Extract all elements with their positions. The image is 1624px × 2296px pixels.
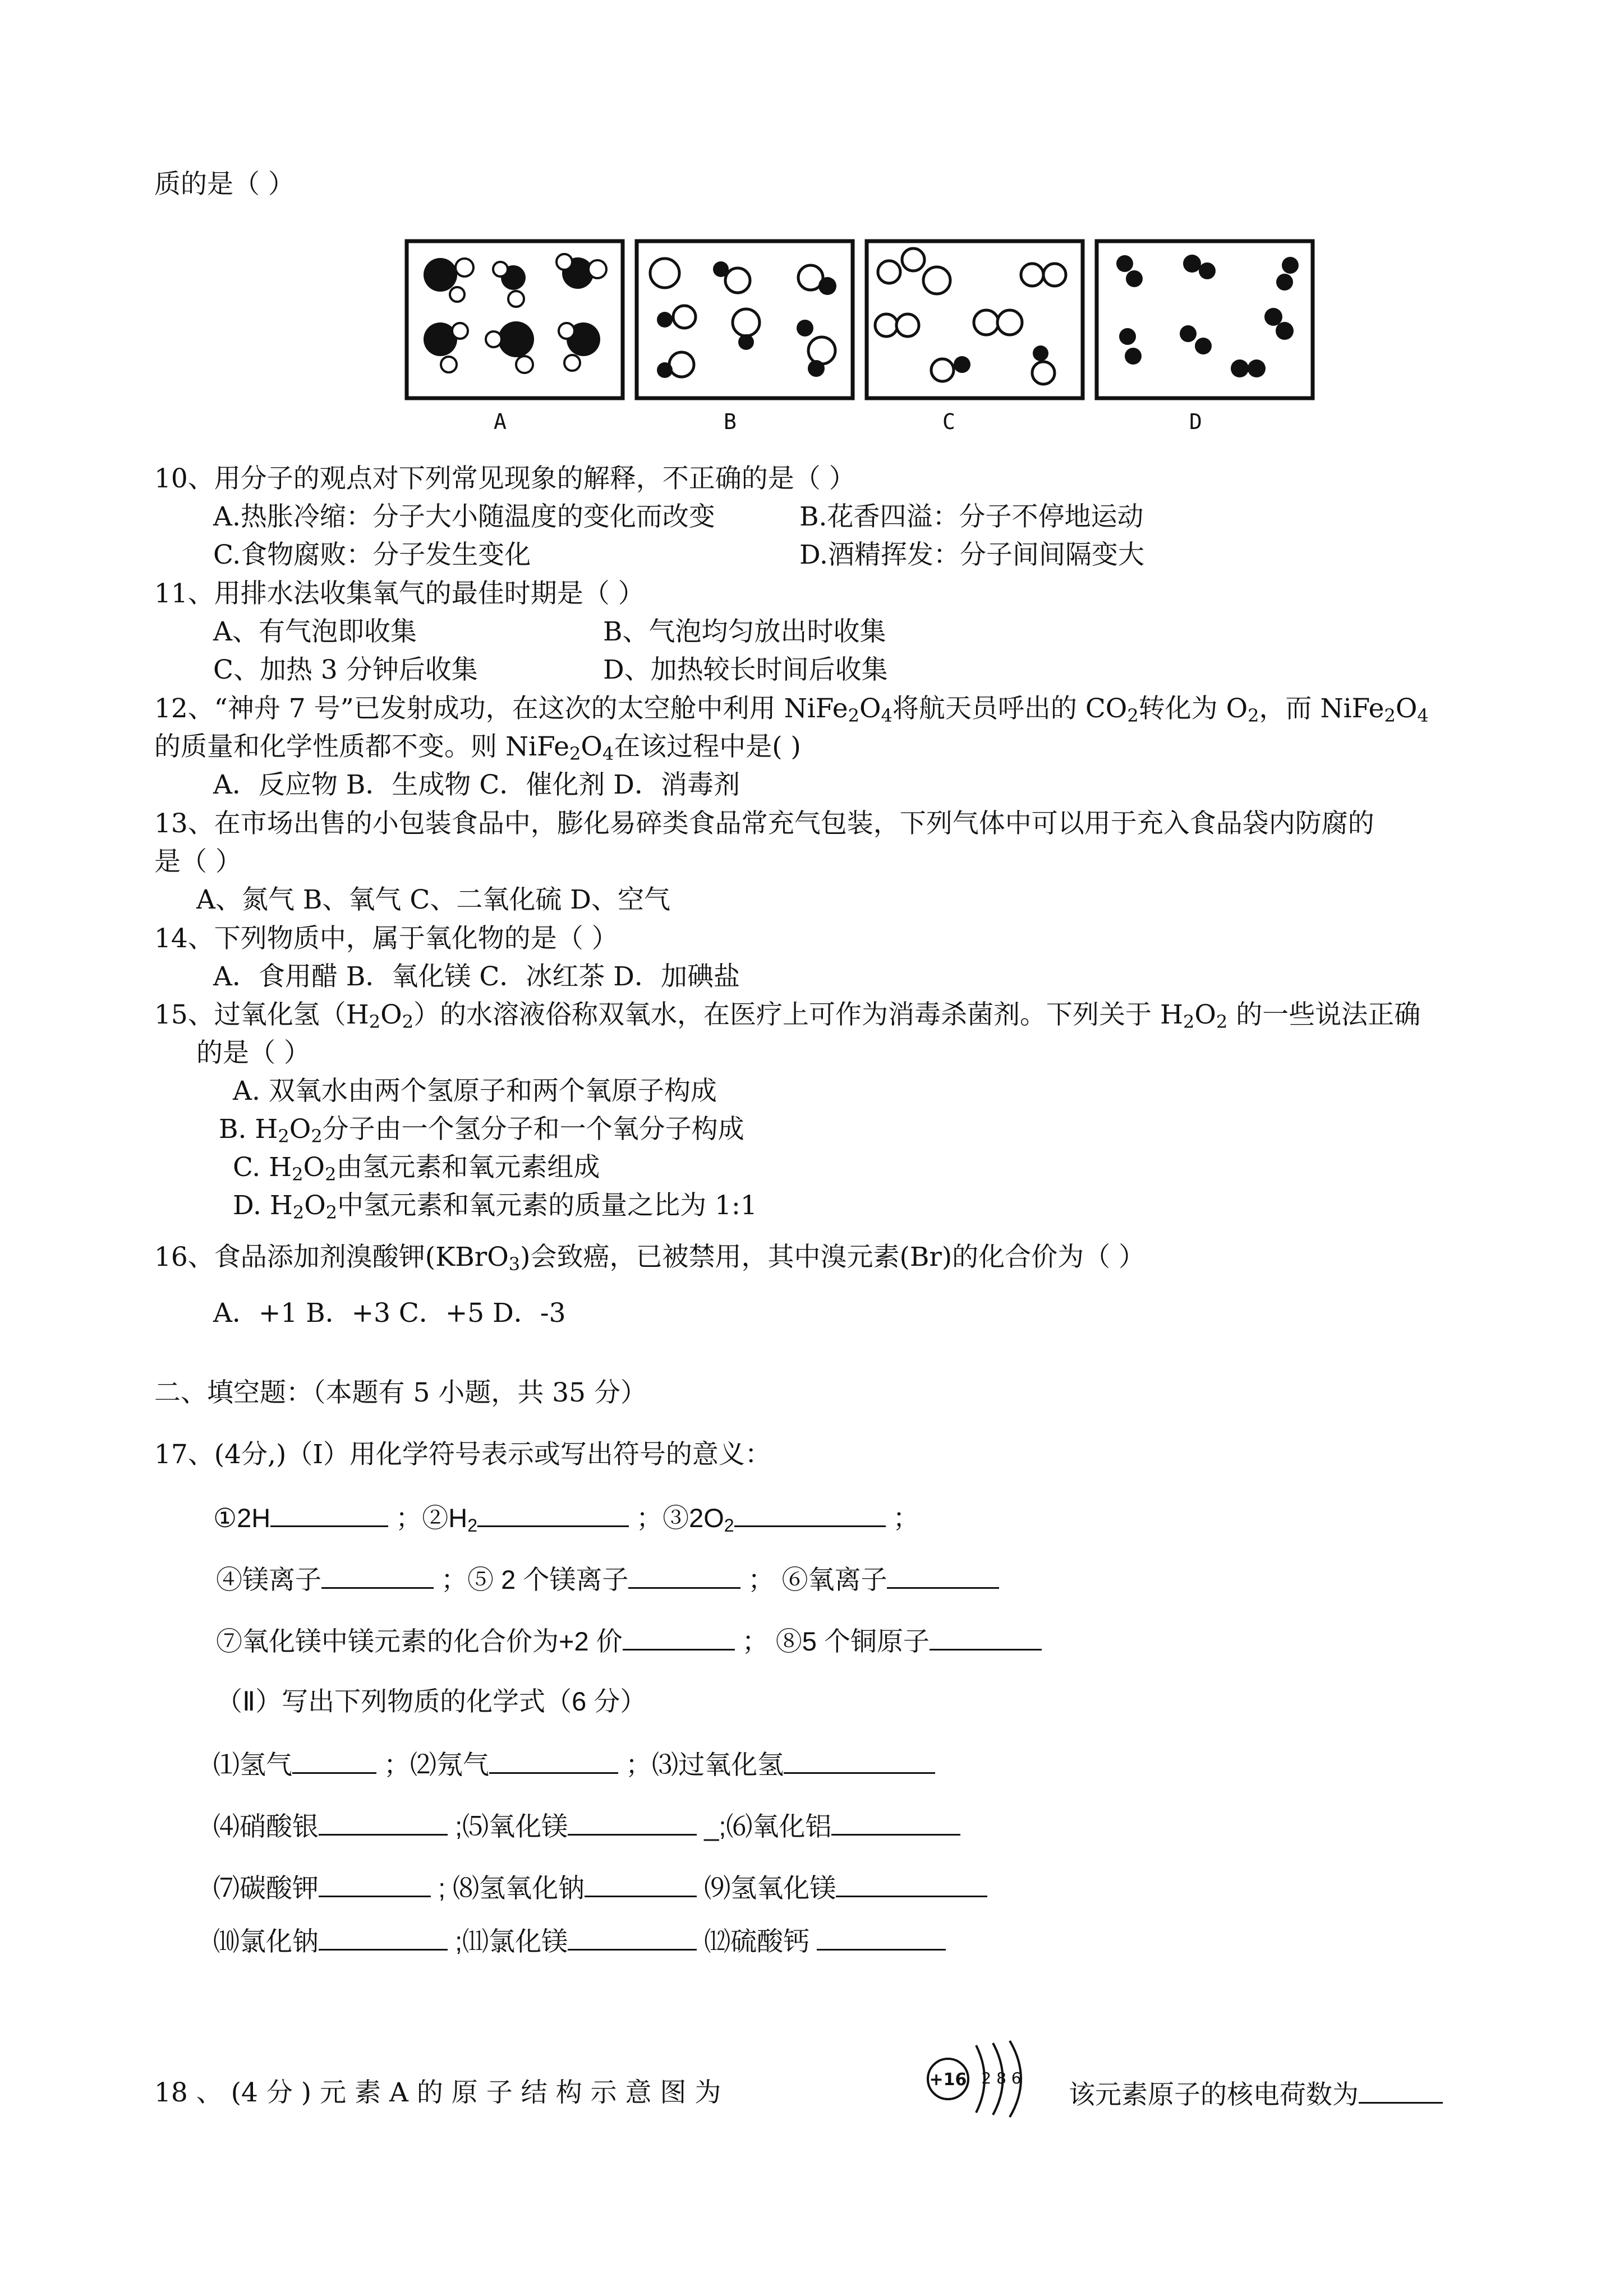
answer-blank[interactable]: [1359, 2080, 1443, 2104]
q10-option-a: A.热胀冷缩：分子大小随温度的变化而改变: [213, 501, 715, 532]
q14-stem: 14、下列物质中，属于氧化物的是（ ）: [154, 923, 618, 954]
q10-option-b: B.花香四溢：分子不停地运动: [799, 501, 1144, 532]
figure-label-a: A: [494, 409, 507, 434]
q17-formula-row-3: ⑺碳酸钾 ; ⑻氢氧化钠 ⑼氢氧化镁: [213, 1873, 987, 1901]
molecule-figure: [404, 238, 1318, 407]
q17-row-1: ①2H ；$②H_2$ ；$③2O_2$ ；: [213, 1503, 919, 1536]
q15-option-d: D. $H_2O_2$中氢元素和氧元素的质量之比为 1:1: [233, 1190, 757, 1223]
answer-blank[interactable]: [836, 1873, 987, 1897]
q14-options: A．食用醋 B．氧化镁 C．冰红茶 D．加碘盐: [213, 961, 740, 992]
answer-blank[interactable]: [623, 1626, 735, 1650]
q13-line-2: 是（ ）: [154, 846, 242, 877]
answer-blank[interactable]: [628, 1565, 740, 1589]
q15-option-a: A. 双氧水由两个氢原子和两个氧原子构成: [233, 1076, 717, 1106]
answer-blank[interactable]: [734, 1503, 886, 1527]
q10-option-c: C.食物腐败：分子发生变化: [213, 540, 531, 570]
section-2-heading: 二、填空题：（本题有 5 小题，共 35 分）: [154, 1377, 647, 1408]
figure-label-b: B: [724, 409, 737, 434]
answer-blank[interactable]: [585, 1873, 697, 1897]
q11-option-b: B、气泡均匀放出时收集: [603, 616, 886, 647]
answer-blank[interactable]: [319, 1926, 448, 1951]
q17-row-2: ④镁离子 ；⑤ 2 个镁离子 ； ⑥氧离子: [216, 1565, 999, 1593]
q15-line-2: 的是（ ）: [196, 1038, 310, 1068]
answer-blank[interactable]: [477, 1503, 629, 1527]
q15-option-b: B. $H_2O_2$分子由一个氢分子和一个氧分子构成: [219, 1114, 744, 1147]
q11-option-a: A、有气泡即收集: [213, 616, 417, 647]
box-b-particles: [650, 259, 836, 378]
q17-formula-row-4: ⑽氯化钠 ;⑾氯化镁 ⑿硫酸钙: [213, 1926, 946, 1954]
answer-blank[interactable]: [568, 1926, 697, 1951]
q11-stem: 11、用排水法收集氧气的最佳时期是（ ）: [154, 578, 645, 609]
q11-option-d: D、加热较长时间后收集: [603, 654, 888, 685]
q9-tail: 质的是（ ）: [154, 169, 295, 200]
q13-options: A、氮气 B、氧气 C、二氧化硫 D、空气: [196, 884, 670, 915]
q17-stem: 17、(4分,)（Ⅰ）用化学符号表示或写出符号的意义：: [154, 1439, 771, 1470]
q17-part-2: （Ⅱ）写出下列物质的化学式（6 分）: [216, 1686, 647, 1716]
atom-nucleus-label: +16: [929, 2070, 967, 2090]
answer-blank[interactable]: [784, 1750, 935, 1774]
q13-line-1: 13、在市场出售的小包装食品中，膨化易碎类食品常充气包装，下列气体中可以用于充入食品袋内防腐的: [154, 808, 1374, 839]
q16-options: A．+1 B．+3 C．+5 D．-3: [213, 1298, 566, 1329]
box-d-particles: [1116, 255, 1299, 377]
q18-tail: 该元素原子的核电荷数为: [1069, 2080, 1443, 2108]
q15-line-1: 15、过氧化氢$(H_2O_2)$的水溶液俗称双氧水，在医疗上可作为消毒杀菌剂。下列关于 $H_2O_2$ 的一些说法正确: [154, 999, 1421, 1032]
q11-option-c: C、加热 3 分钟后收集: [213, 654, 478, 685]
q15-option-c: C. $H_2O_2$由氢元素和氧元素组成: [233, 1152, 600, 1185]
figure-label-d: D: [1189, 409, 1202, 434]
q10-stem: 10、用分子的观点对下列常见现象的解释，不正确的是（ ）: [154, 463, 855, 494]
q12-line-2: 的质量和化学性质都不变。则 $NiFe_2O_4$在该过程中是( ): [154, 731, 801, 764]
answer-blank[interactable]: [319, 1811, 448, 1836]
q10-option-d: D.酒精挥发：分子间间隔变大: [799, 540, 1144, 570]
q12-line-1: 12、“神舟 7 号”已发射成功，在这次的太空舱中利用 $NiFe_2O_4$将航天员呼出的 $CO_2$转化为 $O_2$，而 $NiFe_2O_4$: [154, 693, 1429, 726]
figure-label-c: C: [942, 409, 955, 434]
answer-blank[interactable]: [319, 1873, 431, 1897]
box-a-particles: [424, 254, 606, 373]
answer-blank[interactable]: [321, 1565, 434, 1589]
q17-formula-row-2: ⑷硝酸银 ;⑸氧化镁 _;⑹氧化铝: [213, 1811, 960, 1839]
atom-shell-electrons: 2 8 6: [981, 2069, 1022, 2087]
box-c-particles: [875, 248, 1066, 384]
q16-stem: 16、食品添加剂溴酸钾(KBrO$_3$)会致癌，已被禁用，其中溴元素(Br)的化合价为（ ）: [154, 1242, 1145, 1275]
answer-blank[interactable]: [568, 1811, 697, 1836]
atomic-structure-diagram: [920, 2039, 1049, 2123]
answer-blank[interactable]: [817, 1926, 946, 1951]
answer-blank[interactable]: [489, 1750, 618, 1774]
answer-blank[interactable]: [887, 1565, 999, 1589]
q12-options: A．反应物 B．生成物 C．催化剂 D．消毒剂: [213, 769, 740, 800]
answer-blank[interactable]: [930, 1626, 1042, 1650]
answer-blank[interactable]: [270, 1503, 388, 1527]
answer-blank[interactable]: [292, 1750, 376, 1774]
q18-lead: 18 、 (4 分 ) 元 素 A 的 原 子 结 构 示 意 图 为: [154, 2077, 721, 2108]
answer-blank[interactable]: [831, 1811, 960, 1836]
q17-row-3: ⑦氧化镁中镁元素的化合价为+2 价 ； ⑧5 个铜原子: [216, 1626, 1042, 1654]
q17-formula-row-1: ⑴氢气 ；⑵氖气 ；⑶过氧化氢: [213, 1750, 935, 1778]
